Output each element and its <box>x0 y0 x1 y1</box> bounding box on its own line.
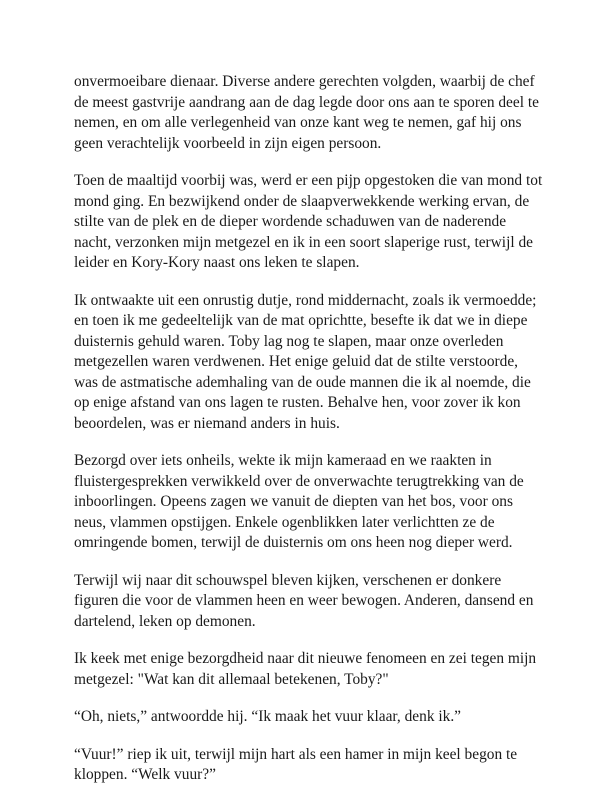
paragraph <box>74 571 544 633</box>
text-line: nemen, en om alle verlegenheid van onze kant weg te nemen, gaf hij ons <box>74 114 522 131</box>
text-line: mond ging. En bezwijkend onder de slaapverwekkende werking ervan, de <box>74 192 530 210</box>
paragraph <box>74 171 544 274</box>
paragraph <box>74 745 544 786</box>
text-line: omringende bomen, terwijl de duisternis om ons heen nog dieper werd. <box>74 534 513 551</box>
text-line: nacht, verzonken mijn metgezel en ik in een soort slaperige rust, terwijl de <box>74 233 533 251</box>
text-line: onvermoeibare dienaar. Diverse andere gerechten volgden, waarbij de chef <box>74 73 535 90</box>
text-line: kloppen. “Welk vuur?” <box>74 766 216 783</box>
text-line: Toen de maaltijd voorbij was, werd er een pijp opgestoken die van mond tot <box>74 172 543 189</box>
paragraph <box>74 291 544 435</box>
paragraph <box>74 707 544 728</box>
text-line: Terwijl wij naar dit schouwspel bleven kijken, verschenen er donkere <box>74 571 502 589</box>
text-line: leider en Kory-Kory naast ons leken te slapen. <box>74 254 360 271</box>
body-text <box>74 72 544 803</box>
text-line: Ik ontwaakte uit een onrustig dutje, rond middernacht, zoals ik vermoedde; <box>74 291 537 309</box>
paragraph <box>74 649 544 690</box>
text-line: op enige afstand van ons lagen te rusten. Behalve hen, voor zover ik kon <box>74 394 521 411</box>
text-line: neus, vlammen opstijgen. Enkele ogenblikken later verlichtten ze de <box>74 513 495 531</box>
paragraph <box>74 72 544 154</box>
text-line: dartelend, leken op demonen. <box>74 612 256 630</box>
text-line: duisternis gehuld waren. Toby lag nog te slapen, maar onze overleden <box>74 332 504 350</box>
text-line: figuren die voor de vlammen heen en weer bewogen. Anderen, dansend en <box>74 592 534 609</box>
text-line: Ik keek met enige bezorgdheid naar dit nieuwe fenomeen en zei tegen mijn <box>74 650 537 667</box>
text-line: metgezel: "Wat kan dit allemaal betekenen, Toby?" <box>74 670 389 688</box>
text-line: geen verachtelijk voorbeeld in zijn eigen persoon. <box>74 134 382 152</box>
text-line: inboorlingen. Opeens zagen we vanuit de diepten van het bos, voor ons <box>74 493 513 510</box>
text-line: en toen ik me gedeeltelijk van de mat oprichtte, besefte ik dat we in diepe <box>74 312 528 329</box>
paragraph <box>74 451 544 554</box>
text-line: stilte van de plek en de dieper wordende schaduwen van de naderende <box>74 213 507 230</box>
text-line: beoordelen, was er niemand anders in huis. <box>74 414 340 432</box>
text-line: “Vuur!” riep ik uit, terwijl mijn hart als een hamer in mijn keel begon te <box>74 745 518 763</box>
text-line: de meest gastvrije aandrang aan de dag legde door ons aan te sporen deel te <box>74 93 539 111</box>
text-line: fluistergesprekken verwikkeld over de onverwachte terugtrekking van de <box>74 472 524 490</box>
text-line: metgezellen waren verdwenen. Het enige geluid dat de stilte verstoorde, <box>74 353 519 370</box>
text-line: was de astmatische ademhaling van de oude mannen die ik al noemde, die <box>74 373 531 391</box>
text-line: “Oh, niets,” antwoordde hij. “Ik maak het vuur klaar, denk ik.” <box>74 708 462 725</box>
text-line: Bezorgd over iets onheils, wekte ik mijn kameraad en we raakten in <box>74 452 492 469</box>
